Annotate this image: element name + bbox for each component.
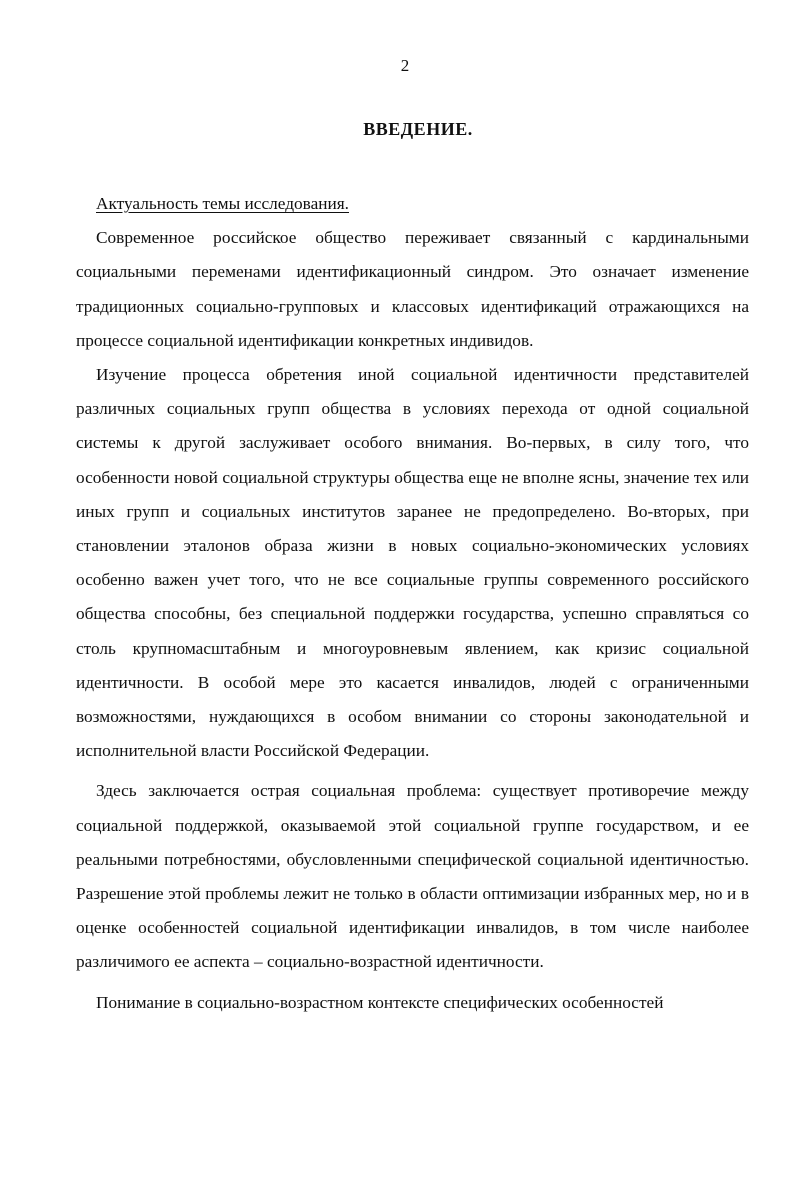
paragraph-2: Изучение процесса обретения иной социальной идентичности представителей различных социальных групп общества в условиях перехода от одной социальной системы к другой заслуживает особого внимания. Во-первых, в силу того, что особенности новой социальной структуры общества еще не вполне ясны, значение тех или иных групп и социальных институтов заранее не предопределено. Во-вторых, при становлении эталонов образа жизни в новых социально-экономических условиях особенно важен учет того, что не все социальные группы современного российского общества способны, без специальной поддержки государства, успешно справляться со столь крупномасштабным и многоуровневым явлением, как кризис социальной идентичности. В особой мере это касается инвалидов, людей с ограниченными возможностями, нуждающихся в особом внимании со стороны законодательной и исполнительной власти Российской Федерации. [76,365,749,761]
paragraph-3: Здесь заключается острая социальная проблема: существует противоречие между социальной поддержкой, оказываемой этой социальной группе государством, и ее реальными потребностями, обусловленными специфической социальной идентичностью. Разрешение этой проблемы лежит не только в области оптимизации избранных мер, но и в оценке особенностей социальной идентификации инвалидов, в том числе наиболее различимого ее аспекта – социально-возрастной идентичности. [76,781,749,972]
paragraph-4: Понимание в социально-возрастном контексте специфических особенностей [96,992,664,1012]
page-title: ВВЕДЕНИЕ. [363,119,473,139]
document-body [76,187,749,1020]
paragraph-1: Современное российское общество переживает связанный с кардинальными социальными переменами идентификационный синдром. Это означает изменение традиционных социально-групповых и классовых идентификаций отражающихся на процессе социальной идентификации конкретных индивидов. [76,228,749,350]
page-number: 2 [400,56,410,75]
section-subheading: Актуальность темы исследования. [96,194,349,213]
